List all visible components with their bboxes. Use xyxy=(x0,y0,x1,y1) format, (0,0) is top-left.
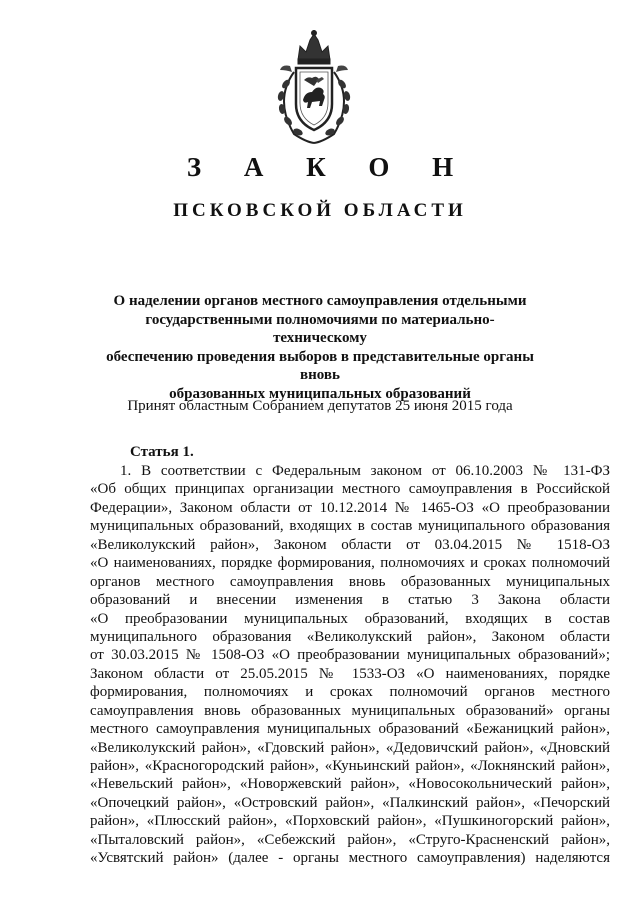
body-line: «Пыталовский район», «Себежский район», «Струго-Красненский район», xyxy=(90,831,610,848)
body-line: «Усвятский район» (далее - органы местного самоуправления) наделяются xyxy=(90,850,610,867)
body-line: Законом области от 25.05.2015 № 1533-ОЗ «О наименованиях, порядке xyxy=(90,665,610,682)
body-line: местного самоуправления муниципальных образований «Бежаницкий район», xyxy=(90,721,610,738)
body-line: «Опочецкий район», «Островский район», «Палкинский район», «Печорский xyxy=(90,794,610,811)
heading-line: государственными полномочиями по материально-техническому xyxy=(145,311,495,346)
law-title: З А К О Н xyxy=(186,152,472,182)
heading-line: О наделении органов местного самоуправления отдельными xyxy=(113,293,527,309)
body-line: «О наименованиях, порядке формирования, полномочиях и сроках полномочий xyxy=(90,555,610,572)
coat-of-arms-emblem xyxy=(264,30,364,148)
body-line: самоуправления вновь образованных муниципальных образований» органы xyxy=(90,702,610,719)
adoption-date-line: Принят областным Собранием депутатов 25 июня 2015 года xyxy=(127,398,513,414)
body-line: от 30.03.2015 № 1508-ОЗ «О преобразовании муниципальных образований»; xyxy=(90,647,610,664)
body-line: «Невельский район», «Новоржевский район», «Новосокольнический район», xyxy=(90,776,610,793)
body-line: образований и внесении изменения в статью 3 Закона области xyxy=(90,592,610,609)
region-title: ПСКОВСКОЙ ОБЛАСТИ xyxy=(173,200,467,221)
body-line: Федерации», Законом области от 10.12.2014 № 1465-ОЗ «О преобразовании xyxy=(90,499,610,516)
heading-line: обеспечению проведения выборов в представительные органы вновь xyxy=(106,348,534,383)
body-line: район», «Красногородский район», «Куньинский район», «Локнянский район», xyxy=(90,758,610,774)
law-heading xyxy=(100,292,540,403)
heading-line: образованных муниципальных образований xyxy=(169,385,471,402)
body-line: формирования, полномочиях и сроках полномочий органов местного xyxy=(90,684,610,701)
body-line: «Об общих принципах организации местного самоуправления в Российской xyxy=(90,481,610,498)
body-line: муниципального образования «Великолукский район», Законом области xyxy=(90,628,610,645)
body-line: район», «Плюсский район», «Порховский район», «Пушкиногорский район», xyxy=(90,813,610,830)
body-line: органов местного самоуправления вновь образованных муниципальных xyxy=(90,573,610,590)
article-body xyxy=(90,462,610,868)
body-line: 1. В соответствии с Федеральным законом от 06.10.2003 № 131-ФЗ xyxy=(120,463,610,479)
body-line: «О преобразовании муниципальных образований, входящих в состав xyxy=(90,610,610,627)
article-title: Статья 1. xyxy=(130,444,194,460)
body-line: «Великолукский район», «Гдовский район», «Дедовичский район», «Дновский xyxy=(90,739,610,756)
body-line: «Великолукский район», Законом области от 03.04.2015 № 1518-ОЗ xyxy=(90,536,610,553)
body-line: муниципальных образований, входящих в состав муниципального образования xyxy=(90,518,610,535)
